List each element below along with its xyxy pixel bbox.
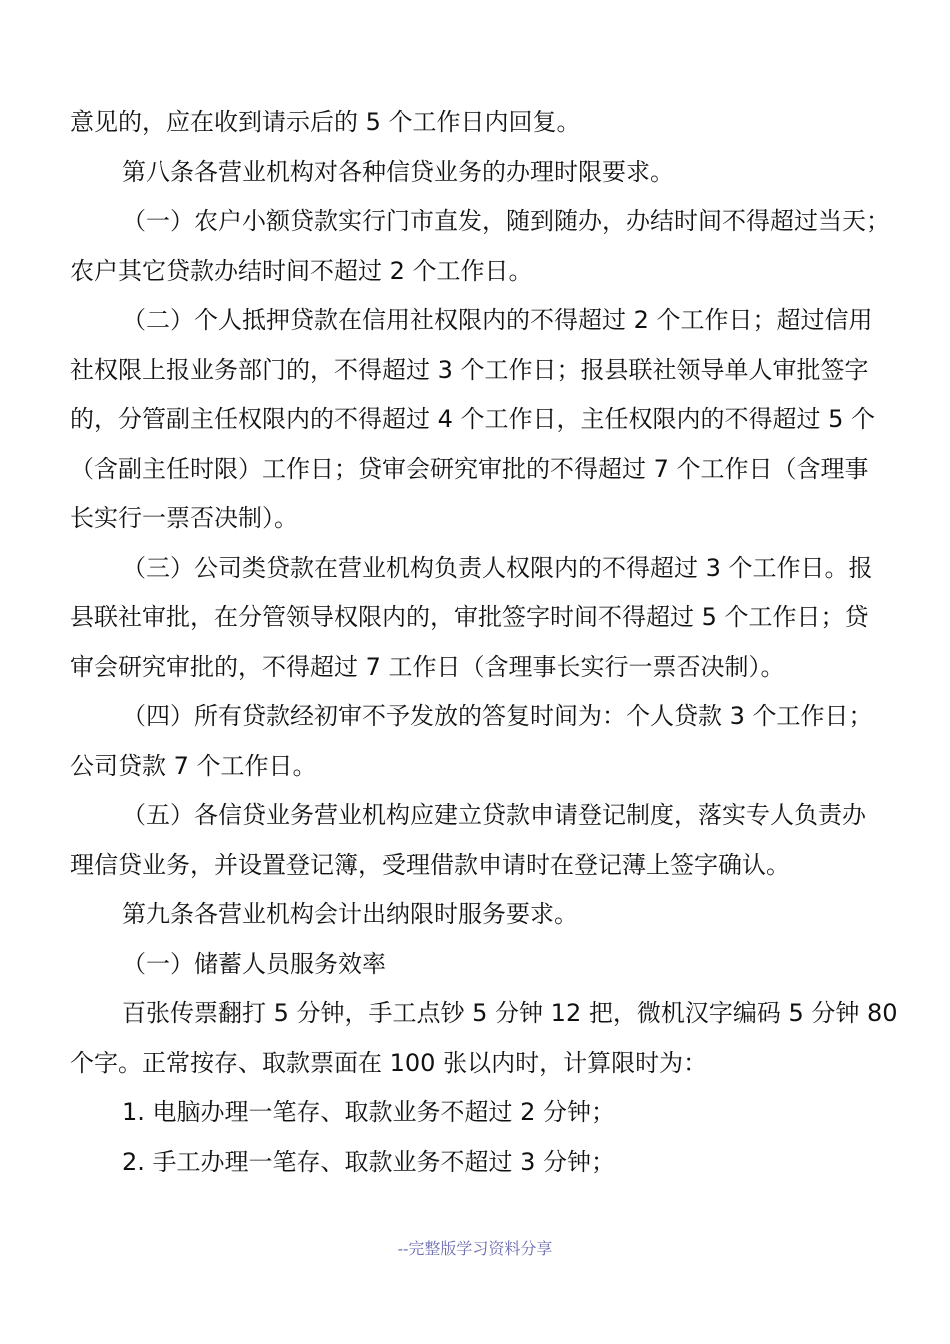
article-9-heading: 第九条各营业机构会计出纳限时服务要求。: [122, 900, 578, 928]
text-line: 审会研究审批的，不得超过 7 工作日（含理事长实行一票否决制）。: [70, 652, 785, 681]
text-line: 县联社审批，在分管领导权限内的，审批签字时间不得超过 5 个工作日；贷: [70, 603, 869, 631]
article-8-heading: 第八条各营业机构对各种信贷业务的办理时限要求。: [122, 157, 674, 186]
text-line: 理信贷业务，并设置登记簿，受理借款申请时在登记薄上签字确认。: [70, 850, 790, 879]
text-line: 意见的，应在收到请示后的 5 个工作日内回复。: [70, 108, 581, 136]
text-line: 公司贷款 7 个工作日。: [70, 751, 317, 780]
text-line: 百张传票翻打 5 分钟，手工点钞 5 分钟 12 把，微机汉字编码 5 分钟 80: [122, 999, 898, 1027]
text-line: （三）公司类贷款在营业机构负责人权限内的不得超过 3 个工作日。报: [122, 553, 873, 582]
text-line: 农户其它贷款办结时间不超过 2 个工作日。: [70, 256, 533, 285]
text-line: 的，分管副主任权限内的不得超过 4 个工作日，主任权限内的不得超过 5 个: [70, 405, 876, 433]
document-body: [70, 98, 898, 1187]
subsection-heading: （一）储蓄人员服务效率: [122, 949, 386, 978]
text-line: （含副主任时限）工作日；贷审会研究审批的不得超过 7 个工作日（含理事: [70, 454, 869, 483]
text-line: 个字。正常按存、取款票面在 100 张以内时，计算限时为：: [70, 1048, 708, 1077]
text-line: （五）各信贷业务营业机构应建立贷款申请登记制度，落实专人负责办: [122, 801, 866, 829]
text-line: （二）个人抵押贷款在信用社权限内的不得超过 2 个工作日；超过信用: [122, 306, 873, 334]
text-line: 社权限上报业务部门的，不得超过 3 个工作日；报县联社领导单人审批签字: [70, 355, 869, 384]
list-item: 2. 手工办理一笔存、取款业务不超过 3 分钟；: [122, 1147, 616, 1176]
text-line: （一）农户小额贷款实行门市直发，随到随办，办结时间不得超过当天；: [122, 207, 890, 235]
list-item: 1. 电脑办理一笔存、取款业务不超过 2 分钟；: [122, 1098, 616, 1126]
text-line: （四）所有贷款经初审不予发放的答复时间为：个人贷款 3 个工作日；: [122, 702, 873, 730]
page-footer: --完整版学习资料分享: [397, 1239, 553, 1258]
text-line: 长实行一票否决制）。: [70, 504, 298, 532]
